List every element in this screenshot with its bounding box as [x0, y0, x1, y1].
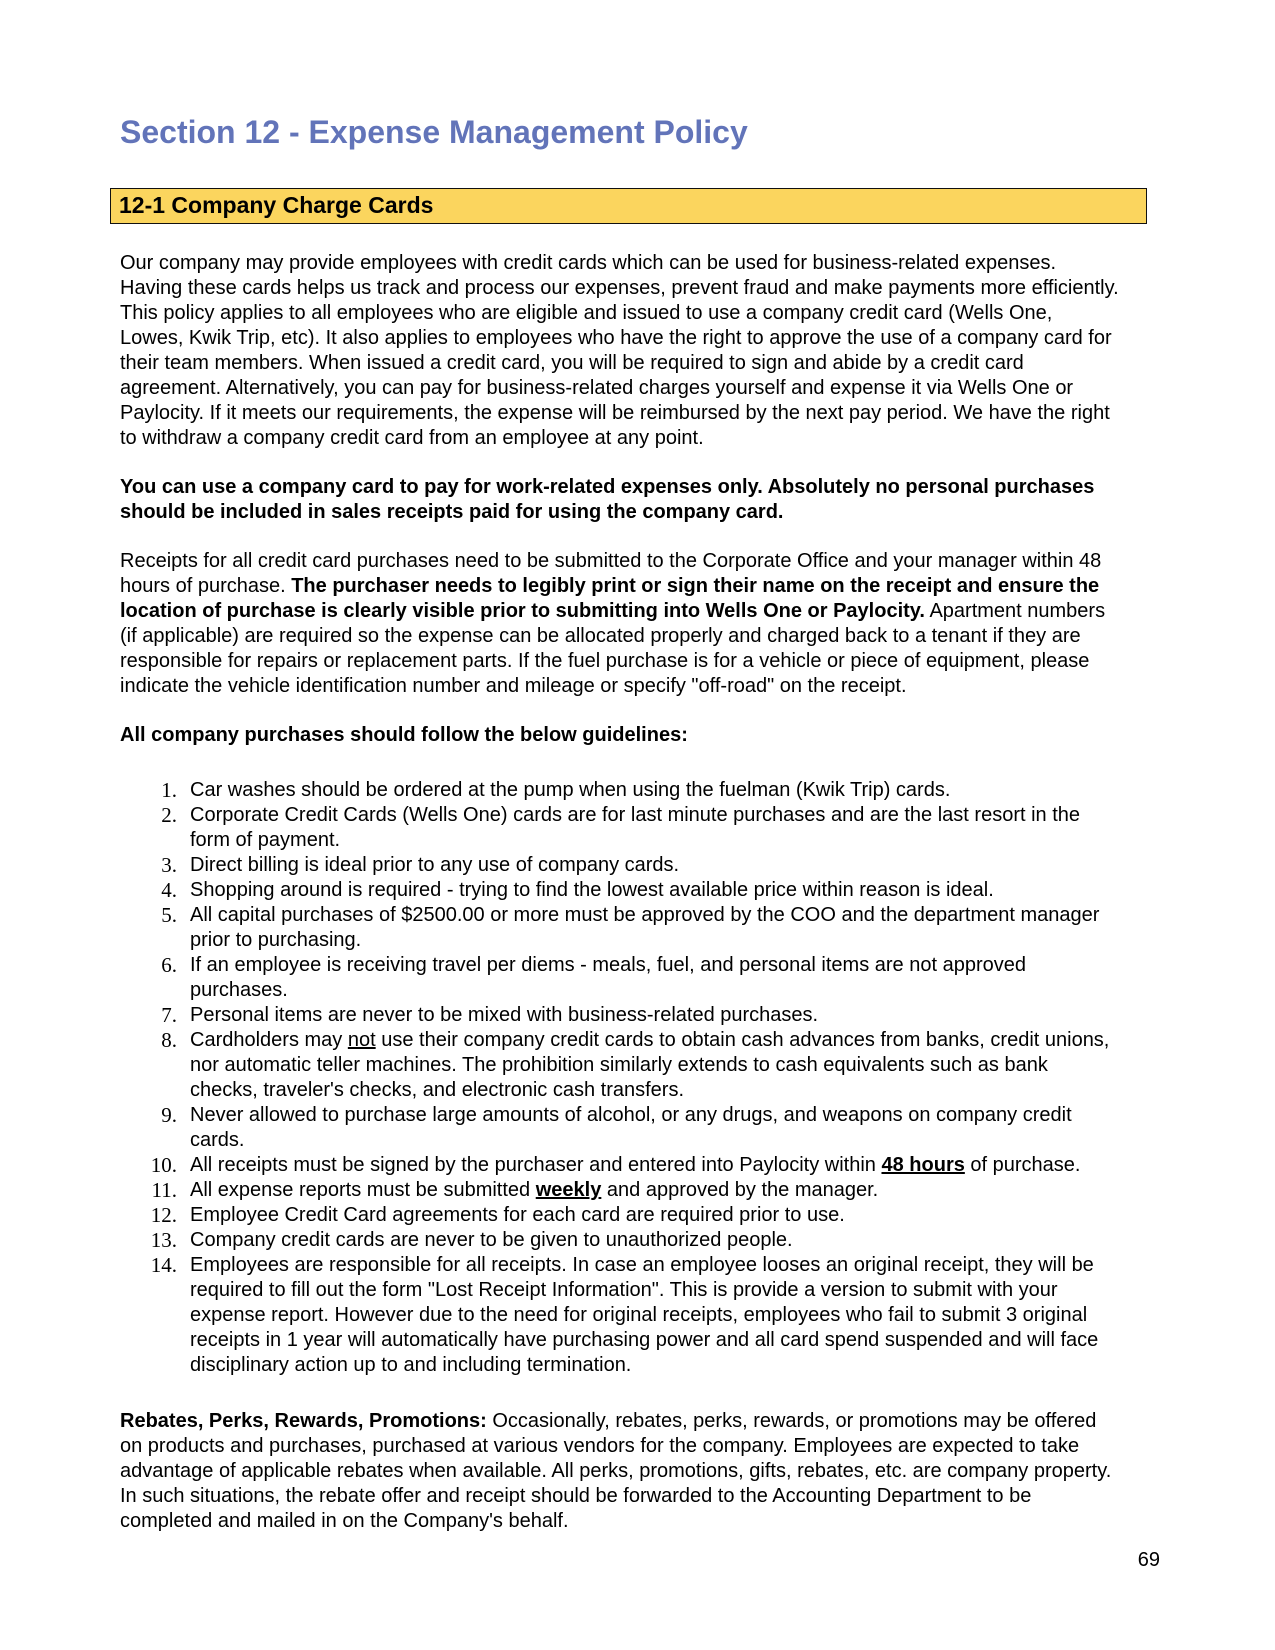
guideline-item-12	[120, 1203, 1120, 1228]
guideline-item-9	[120, 1103, 1120, 1153]
text-run: All receipts must be signed by the purchaser and entered into Paylocity within	[190, 1154, 882, 1176]
text-run: If an employee is receiving travel per diems - meals, fuel, and personal items are not approved purchases.	[190, 954, 1026, 1001]
text-run: Occasionally, rebates, perks, rewards, or promotions may be offered on products and purchases, purchased at various vendors for the company. Employees are expected to take advantage of applicable rebates when available. All perks, promotions, gifts, rebates, etc. are company property. In such situations, the rebate offer and receipt should be forwarded to the Accounting Department to be completed and mailed in on the Company's behalf.	[120, 1410, 1112, 1532]
text-run: The purchaser needs to legibly print or sign their name on the receipt and ensure the location of purchase is clearly visible prior to submitting into Wells One or Paylocity.	[120, 575, 1100, 622]
text-run: 48 hours	[881, 1154, 965, 1176]
text-run: Employees are responsible for all receipts. In case an employee looses an original receipt, they will be required to fill out the form "Lost Receipt Information". This is provide a version to submit with your expense report. However due to the need for original receipts, employees who fail to submit 3 original receipts in 1 year will automatically have purchasing power and all card spend suspended and will face disciplinary action up to and including termination.	[190, 1254, 1099, 1376]
text-run: Apartment numbers (if applicable) are required so the expense can be allocated properly and charged back to a tenant if they are responsible for repairs or replacement parts. If the fuel purchase is for a vehicle or piece of equipment, please indicate the vehicle identification number and mileage or specify "off-road" on the receipt.	[120, 600, 1106, 697]
text-run: Employee Credit Card agreements for each card are required prior to use.	[190, 1204, 845, 1226]
text-run: Cardholders may	[190, 1029, 348, 1051]
page-number: 69	[1137, 1549, 1160, 1571]
guideline-item-10	[120, 1153, 1120, 1178]
text-run: not	[347, 1029, 376, 1051]
text-run: Corporate Credit Cards (Wells One) cards are for last minute purchases and are the last resort in the form of payment.	[190, 804, 1081, 851]
guideline-item-5	[120, 903, 1120, 953]
section-header-label: 12-1 Company Charge Cards	[119, 192, 434, 218]
text-run: Direct billing is ideal prior to any use of company cards.	[190, 854, 680, 876]
section-header-bar	[110, 188, 1147, 224]
paragraph-intro	[120, 251, 1120, 451]
paragraph-receipts	[120, 549, 1120, 699]
text-run: Company credit cards are never to be given to unauthorized people.	[190, 1229, 793, 1251]
guideline-item-4	[120, 878, 1120, 903]
page-title: Section 12 - Expense Management Policy	[120, 114, 748, 150]
text-run: Rebates, Perks, Rewards, Promotions:	[120, 1410, 487, 1432]
text-run: and approved by the manager.	[601, 1179, 879, 1201]
paragraph-guidelines-heading	[120, 723, 1120, 748]
text-run: You can use a company card to pay for work-related expenses only. Absolutely no personal purchases should be included in sales receipts paid for using the company card.	[120, 476, 1095, 523]
text-run: of purchase.	[964, 1154, 1081, 1176]
text-run: All company purchases should follow the below guidelines:	[120, 724, 688, 746]
guideline-item-8	[120, 1028, 1120, 1103]
text-run: Shopping around is required - trying to find the lowest available price within reason is ideal.	[190, 879, 994, 901]
text-run: Receipts for all credit card purchases need to be submitted to the Corporate Office and your manager within 48 hours of purchase.	[120, 550, 1102, 597]
guideline-item-13	[120, 1228, 1120, 1253]
text-run: Our company may provide employees with credit cards which can be used for business-related expenses. Having these cards helps us track and process our expenses, prevent fraud and make payments more efficiently. This policy applies to all employees who are eligible and issued to use a company credit card (Wells One, Lowes, Kwik Trip, etc). It also applies to employees who have the right to approve the use of a company card for their team members. When issued a credit card, you will be required to sign and abide by a credit card agreement. Alternatively, you can pay for business-related charges yourself and expense it via Wells One or Paylocity. If it meets our requirements, the expense will be reimbursed by the next pay period. We have the right to withdraw a company credit card from an employee at any point.	[120, 252, 1119, 449]
text-run: All capital purchases of $2500.00 or more must be approved by the COO and the department manager prior to purchasing.	[190, 904, 1100, 951]
guideline-item-3	[120, 853, 1120, 878]
paragraph-rebates	[120, 1409, 1120, 1534]
guideline-item-1	[120, 778, 1120, 803]
guideline-item-7	[120, 1003, 1120, 1028]
guideline-item-2	[120, 803, 1120, 853]
text-run: weekly	[535, 1179, 602, 1201]
text-run: use their company credit cards to obtain cash advances from banks, credit unions, nor automatic teller machines. The prohibition similarly extends to cash equivalents such as bank checks, traveler's checks, and electronic cash transfers.	[190, 1029, 1110, 1101]
guideline-item-11	[120, 1178, 1120, 1203]
guidelines-list	[120, 778, 1120, 1378]
text-run: All expense reports must be submitted	[190, 1179, 536, 1201]
text-run: Personal items are never to be mixed with business-related purchases.	[190, 1004, 819, 1026]
paragraph-warning	[120, 475, 1120, 525]
guideline-item-14	[120, 1253, 1120, 1378]
guideline-item-6	[120, 953, 1120, 1003]
text-run: Car washes should be ordered at the pump when using the fuelman (Kwik Trip) cards.	[190, 779, 951, 801]
text-run: Never allowed to purchase large amounts of alcohol, or any drugs, and weapons on company credit cards.	[190, 1104, 1072, 1151]
